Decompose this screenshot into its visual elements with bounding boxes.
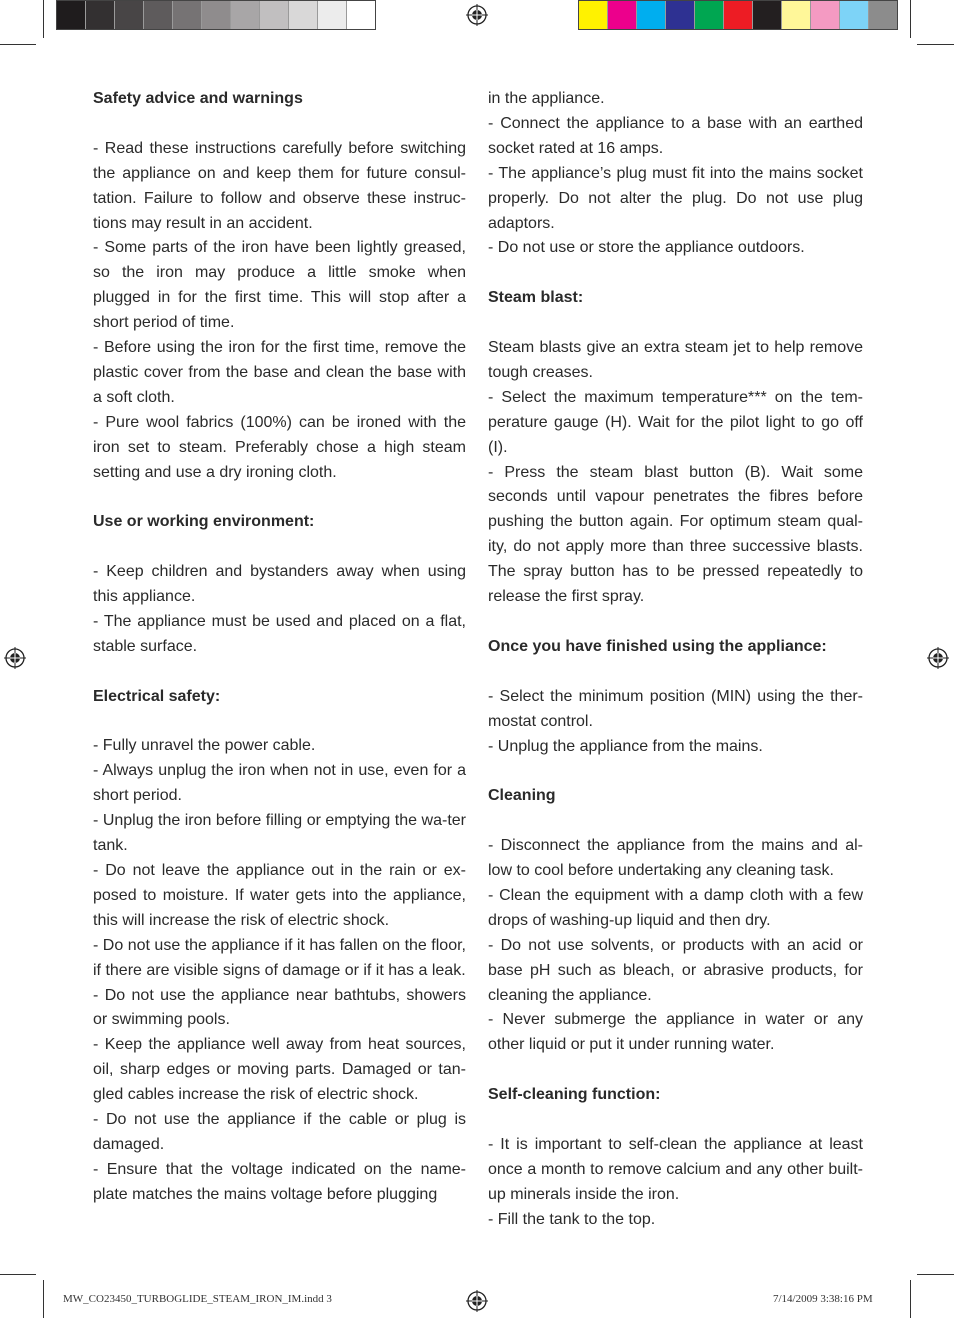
section-heading-electrical-safety: Electrical safety: (93, 687, 221, 705)
paragraph: Steam blasts give an extra steam jet to help remove tough creases. (488, 339, 863, 381)
process-color-swatch (782, 1, 811, 29)
paragraph: - Do not use the appliance near bathtubs, showers or swimming pools. (93, 986, 466, 1029)
grayscale-color-bar (56, 0, 376, 30)
paragraph: - Unplug the iron before filling or emptying the wa-ter tank. (93, 812, 466, 855)
grayscale-swatch (318, 1, 347, 29)
grayscale-swatch (86, 1, 115, 29)
paragraph: - Never submerge the appliance in water or any other liquid or put it under running water. (488, 1011, 863, 1054)
paragraph: - Unplug the appliance from the mains. (488, 737, 763, 755)
grayscale-swatch (115, 1, 144, 29)
process-color-swatch (840, 1, 869, 29)
grayscale-swatch (173, 1, 202, 29)
crop-mark-bottom-left-vertical (43, 1280, 44, 1318)
process-color-swatch (666, 1, 695, 29)
crop-mark-bottom-right-vertical (910, 1280, 911, 1318)
left-column (93, 87, 466, 1208)
section-heading-self-cleaning: Self-cleaning function: (488, 1086, 661, 1104)
paragraph: - Fill the tank to the top. (488, 1210, 656, 1228)
paragraph: - Clean the equipment with a damp cloth with a few drops of washing-up liquid and then dry. (488, 886, 863, 929)
process-color-swatch (579, 1, 608, 29)
crop-mark-top-left-vertical (43, 0, 44, 38)
paragraph: - Ensure that the voltage indicated on the name-plate matches the mains voltage before plugging (93, 1160, 466, 1203)
paragraph: - It is important to self-clean the appliance at least once a month to remove calcium and any other built-up minerals inside the iron. (488, 1135, 863, 1203)
slug-filename: MW_CO23450_TURBOGLIDE_STEAM_IRON_IM.indd 3 (63, 1293, 332, 1305)
registration-mark-top-icon (466, 4, 488, 26)
paragraph: - Connect the appliance to a base with an earthed socket rated at 16 amps. (488, 114, 863, 157)
process-color-swatch (869, 1, 897, 29)
paragraph: - Fully unravel the power cable. (93, 737, 316, 755)
process-color-bar (578, 0, 898, 30)
section-heading-safety: Safety advice and warnings (93, 90, 303, 107)
paragraph: - Pure wool fabrics (100%) can be ironed with the iron set to steam. Preferably chose a high steam setting and use a dry ironing cloth. (93, 413, 466, 481)
paragraph: - The appliance must be used and placed on a flat, stable surface. (93, 612, 466, 655)
section-heading-steam-blast: Steam blast: (488, 289, 584, 307)
paragraph: - Disconnect the appliance from the mains and al-low to cool before undertaking any cleaning task. (488, 837, 863, 879)
grayscale-swatch (260, 1, 289, 29)
slug-timestamp: 7/14/2009 3:38:16 PM (773, 1293, 873, 1305)
paragraph: - Some parts of the iron have been lightly greased, so the iron may produce a little smoke when plugged in for the first time. This will stop after a short period of time. (93, 239, 466, 332)
paragraph: - Do not use the appliance if the cable or plug is damaged. (93, 1111, 466, 1153)
grayscale-swatch (289, 1, 318, 29)
paragraph: in the appliance. (488, 90, 605, 107)
grayscale-swatch (202, 1, 231, 29)
crop-mark-top-right-vertical (910, 0, 911, 38)
paragraph: - Do not use or store the appliance outdoors. (488, 239, 805, 257)
grayscale-swatch (347, 1, 375, 29)
process-color-swatch (637, 1, 666, 29)
paragraph: - Press the steam blast button (B). Wait some seconds until vapour penetrates the fibres before pushing the button again. For optimum steam qual-ity, do not apply more than three successive blasts. The spray button has to be pressed repeatedly to release the first spray. (488, 463, 863, 606)
registration-mark-left-icon (4, 647, 26, 669)
right-column (488, 87, 863, 1233)
paragraph: - Do not use solvents, or products with an acid or base pH such as bleach, or abrasive products, for cleaning the appliance. (488, 936, 863, 1004)
process-color-swatch (724, 1, 753, 29)
paragraph: - Do not leave the appliance out in the rain or ex-posed to moisture. If water gets into the appliance, this will increase the risk of electric shock. (93, 862, 466, 929)
crop-mark-bottom-right-horizontal (917, 1274, 954, 1275)
paragraph: - Select the minimum position (MIN) using the ther-mostat control. (488, 687, 863, 730)
grayscale-swatch (231, 1, 260, 29)
crop-mark-bottom-left-horizontal (0, 1274, 36, 1275)
paragraph: - Read these instructions carefully before switching the appliance on and keep them for future consul-tation. Failure to follow and observe these instruc-tions may result in an accident. (93, 139, 466, 232)
process-color-swatch (811, 1, 840, 29)
process-color-swatch (608, 1, 637, 29)
process-color-swatch (753, 1, 782, 29)
paragraph: - Always unplug the iron when not in use, even for a short period. (93, 762, 466, 805)
paragraph: - Keep children and bystanders away when using this appliance. (93, 563, 466, 606)
grayscale-swatch (57, 1, 86, 29)
section-heading-cleaning: Cleaning (488, 787, 556, 805)
paragraph: - Keep the appliance well away from heat sources, oil, sharp edges or moving parts. Damaged or tan-gled cables increase the risk of electric shock. (93, 1036, 466, 1104)
crop-mark-top-left-horizontal (0, 44, 36, 45)
section-heading-finished: Once you have finished using the appliance: (488, 637, 827, 655)
paragraph: - The appliance’s plug must fit into the mains socket properly. Do not alter the plug. Do not use plug adaptors. (488, 164, 863, 232)
registration-mark-bottom-icon (466, 1290, 488, 1312)
paragraph: - Do not use the appliance if it has fallen on the floor, if there are visible signs of damage or if it has a leak. (93, 936, 466, 979)
registration-mark-right-icon (927, 647, 949, 669)
crop-mark-top-right-horizontal (917, 44, 954, 45)
grayscale-swatch (144, 1, 173, 29)
process-color-swatch (695, 1, 724, 29)
paragraph: - Before using the iron for the first time, remove the plastic cover from the base and clean the base with a soft cloth. (93, 339, 466, 406)
paragraph: - Select the maximum temperature*** on the tem-perature gauge (H). Wait for the pilot light to go off (I). (488, 388, 863, 456)
section-heading-environment: Use or working environment: (93, 513, 315, 531)
